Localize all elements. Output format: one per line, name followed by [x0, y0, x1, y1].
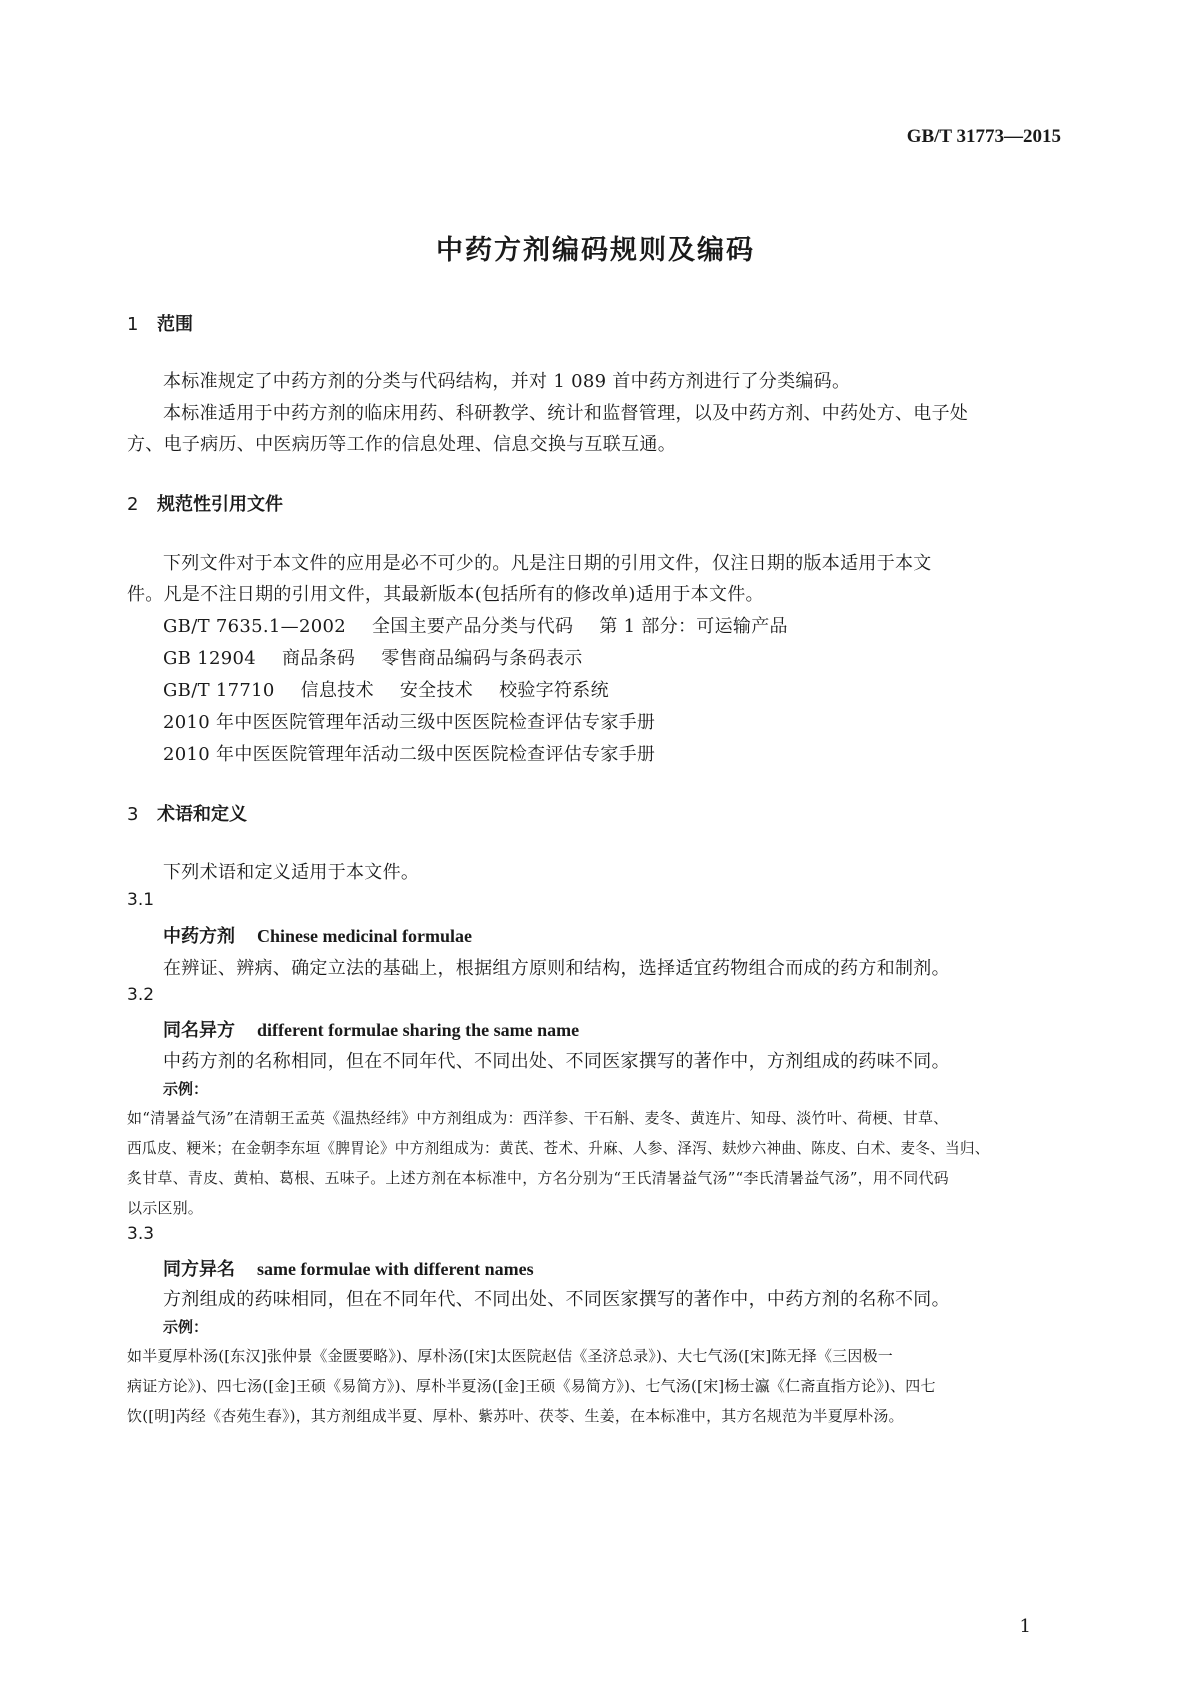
- term-heading: [163, 922, 472, 948]
- example-line: 如半夏厚朴汤([东汉]张仲景《金匮要略》)、厚朴汤([宋]太医院赵佶《圣济总录》)、大七气汤([宋]陈无择《三因极一: [127, 1347, 893, 1365]
- reference-item: [163, 644, 583, 670]
- section-2-heading: [127, 490, 283, 516]
- term-chinese: 同方异名: [163, 1259, 235, 1280]
- reference-item: 2010 年中医医院管理年活动三级中医医院检查评估专家手册: [163, 712, 656, 733]
- terms-intro: 下列术语和定义适用于本文件。: [163, 862, 420, 883]
- term-heading: [163, 1255, 534, 1281]
- term-chinese: 中药方剂: [163, 926, 235, 947]
- section-number: 1: [127, 314, 139, 335]
- section-3-heading: [127, 800, 247, 826]
- term-number: 3.3: [127, 1224, 155, 1244]
- standard-code: GB/T 31773—2015: [906, 126, 1061, 147]
- term-english: Chinese medicinal formulae: [257, 926, 472, 946]
- section-1-heading: [127, 310, 193, 336]
- term-definition: 中药方剂的名称相同，但在不同年代、不同出处、不同医家撰写的著作中，方剂组成的药味不同。: [163, 1051, 950, 1072]
- reference-item: 2010 年中医医院管理年活动二级中医医院检查评估专家手册: [163, 744, 656, 765]
- scope-paragraph-2-line-1: 本标准适用于中药方剂的临床用药、科研教学、统计和监督管理，以及中药方剂、中药处方、电子处: [163, 403, 969, 424]
- reference-title: 全国主要产品分类与代码: [372, 616, 574, 637]
- reference-title: 第 1 部分：可运输产品: [599, 616, 788, 637]
- reference-code: GB 12904: [163, 648, 256, 669]
- term-definition: 在辨证、辨病、确定立法的基础上，根据组方原则和结构，选择适宜药物组合而成的药方和制剂。: [163, 958, 950, 979]
- term-number: 3.2: [127, 985, 155, 1005]
- example-label: 示例：: [163, 1318, 209, 1336]
- term-english: different formulae sharing the same name: [257, 1020, 580, 1040]
- term-number: 3.1: [127, 890, 155, 910]
- reference-code: GB/T 7635.1—2002: [163, 616, 346, 637]
- references-intro-line-2: 件。凡是不注日期的引用文件，其最新版本(包括所有的修改单)适用于本文件。: [127, 584, 764, 605]
- section-number: 3: [127, 804, 139, 825]
- example-line: 饮([明]芮经《杏苑生春》)，其方剂组成半夏、厚朴、紫苏叶、茯苓、生姜，在本标准中，其方名规范为半夏厚朴汤。: [127, 1407, 904, 1425]
- term-heading: [163, 1016, 579, 1042]
- scope-paragraph-1: 本标准规定了中药方剂的分类与代码结构，并对 1 089 首中药方剂进行了分类编码。: [163, 371, 851, 392]
- term-definition: 方剂组成的药味相同，但在不同年代、不同出处、不同医家撰写的著作中，中药方剂的名称不同。: [163, 1289, 950, 1310]
- reference-item: [163, 612, 788, 638]
- term-chinese: 同名异方: [163, 1020, 235, 1041]
- reference-code: GB/T 17710: [163, 680, 275, 701]
- section-title: 规范性引用文件: [157, 494, 283, 515]
- example-line: 炙甘草、青皮、黄柏、葛根、五味子。上述方剂在本标准中，方名分别为“王氏清暑益气汤”“李氏清暑益气汤”，用不同代码: [127, 1169, 949, 1187]
- example-line: 西瓜皮、粳米；在金朝李东垣《脾胃论》中方剂组成为：黄芪、苍术、升麻、人参、泽泻、麸炒六神曲、陈皮、白术、麦冬、当归、: [127, 1139, 990, 1157]
- reference-item: [163, 676, 609, 702]
- section-title: 范围: [157, 314, 193, 335]
- reference-title: 商品条码: [282, 648, 356, 669]
- document-title: 中药方剂编码规则及编码: [436, 235, 755, 266]
- example-line: 如“清暑益气汤”在清朝王孟英《温热经纬》中方剂组成为：西洋参、干石斛、麦冬、黄连片、知母、淡竹叶、荷梗、甘草、: [127, 1109, 949, 1127]
- term-english: same formulae with different names: [257, 1259, 534, 1279]
- reference-title: 校验字符系统: [499, 680, 609, 701]
- reference-title: 信息技术: [300, 680, 374, 701]
- example-label: 示例：: [163, 1080, 209, 1098]
- reference-title: 零售商品编码与条码表示: [381, 648, 583, 669]
- section-title: 术语和定义: [157, 804, 247, 825]
- example-line: 病证方论》)、四七汤([金]王硕《易简方》)、厚朴半夏汤([金]王硕《易简方》)、七气汤([宋]杨士瀛《仁斋直指方论》)、四七: [127, 1377, 936, 1395]
- page-number: 1: [1019, 1616, 1031, 1637]
- reference-title: 安全技术: [399, 680, 474, 701]
- scope-paragraph-2-line-2: 方、电子病历、中医病历等工作的信息处理、信息交换与互联互通。: [127, 434, 676, 455]
- references-intro-line-1: 下列文件对于本文件的应用是必不可少的。凡是注日期的引用文件，仅注日期的版本适用于本文: [163, 553, 932, 574]
- section-number: 2: [127, 494, 139, 515]
- example-line: 以示区别。: [127, 1199, 204, 1217]
